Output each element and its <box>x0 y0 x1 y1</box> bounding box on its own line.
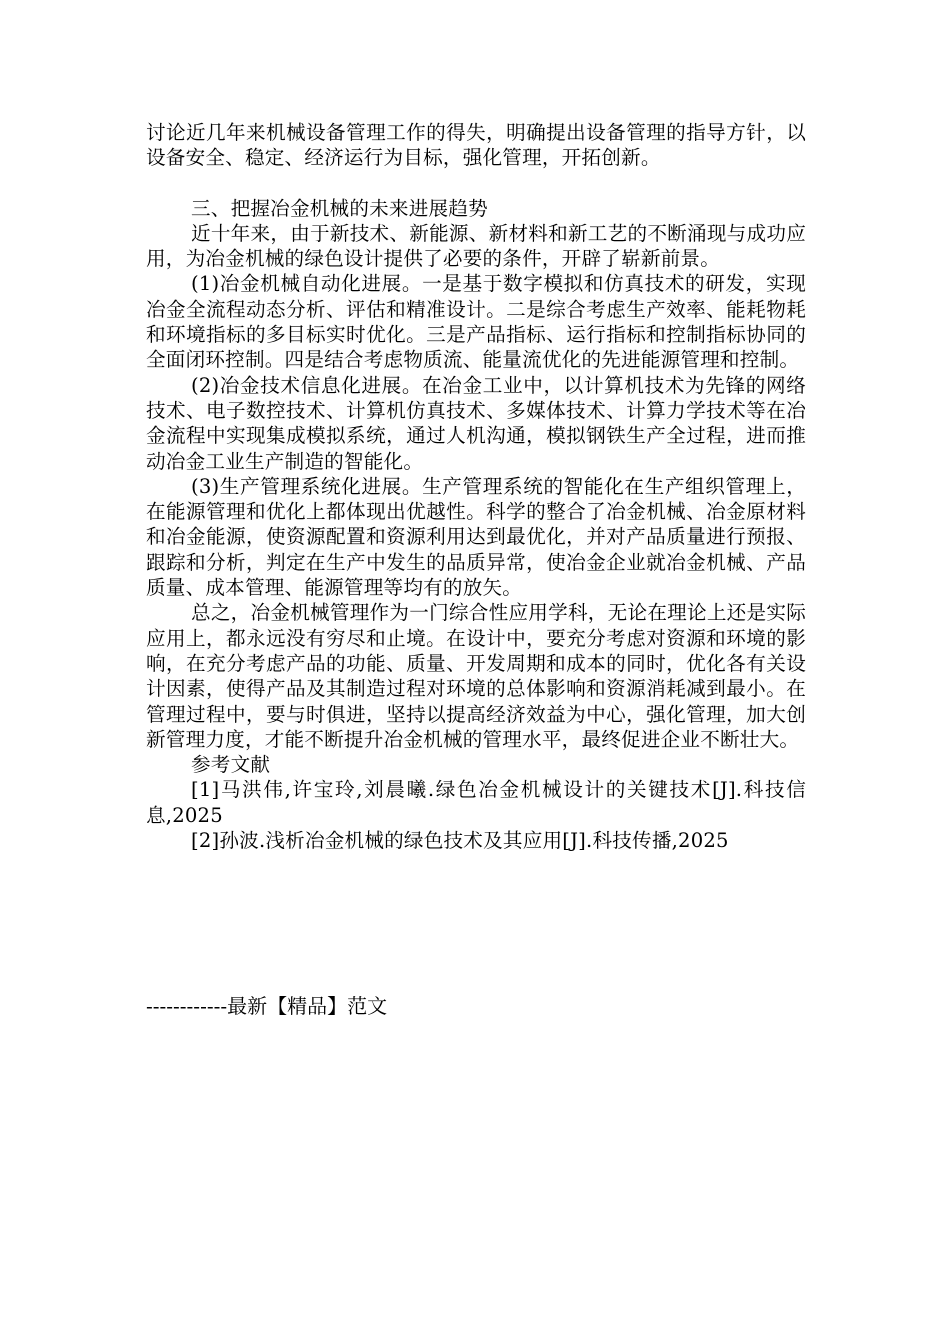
document-body <box>146 120 806 853</box>
intro-paragraph: 讨论近几年来机械设备管理工作的得失，明确提出设备管理的指导方针，以设备安全、稳定、经济运行为目标，强化管理，开拓创新。 <box>146 121 806 170</box>
paragraph-automation: (1)冶金机械自动化进展。一是基于数字模拟和仿真技术的研发，实现冶金全流程动态分析、评估和精准设计。二是综合考虑生产效率、能耗物耗和环境指标的多目标实时优化。三是产品指标、运行指标和控制指标协同的全面闭环控制。四是结合考虑物质流、能量流优化的先进能源管理和控制。 <box>146 272 806 372</box>
paragraph-informatization: (2)冶金技术信息化进展。在冶金工业中，以计算机技术为先锋的网络技术、电子数控技术、计算机仿真技术、多媒体技术、计算力学技术等在冶金流程中实现集成模拟系统，通过人机沟通，模拟钢铁生产全过程，进而推动冶金工业生产制造的智能化。 <box>146 373 806 473</box>
paragraph-conclusion: 总之，冶金机械管理作为一门综合性应用学科，无论在理论上还是实际应用上，都永远没有穷尽和止境。在设计中，要充分考虑对资源和环境的影响，在充分考虑产品的功能、质量、开发周期和成本的同时，优化各有关设计因素，使得产品及其制造过程对环境的总体影响和资源消耗减到最小。在管理过程中，要与时俱进，坚持以提高经济效益为中心，强化管理，加大创新管理力度，才能不断提升冶金机械的管理水平，最终促进企业不断壮大。 <box>146 601 806 751</box>
reference-item-1: [1]马洪伟,许宝玲,刘晨曦.绿色冶金机械设计的关键技术[J].科技信息,2025 <box>146 778 806 827</box>
footer-tagline: ------------最新【精品】范文 <box>146 994 388 1018</box>
paragraph-overview: 近十年来，由于新技术、新能源、新材料和新工艺的不断涌现与成功应用，为冶金机械的绿色设计提供了必要的条件，开辟了崭新前景。 <box>146 221 806 271</box>
paragraph-management-system: (3)生产管理系统化进展。生产管理系统的智能化在生产组织管理上，在能源管理和优化上都体现出优越性。科学的整合了冶金机械、冶金原材料和冶金能源，使资源配置和资源利用达到最优化，并对产品质量进行预报、跟踪和分析，判定在生产中发生的品质异常，使冶金企业就冶金机械、产品质量、成本管理、能源管理等均有的放矢。 <box>146 474 806 600</box>
references-heading: 参考文献 <box>191 753 271 777</box>
section-heading: 三、把握冶金机械的未来进展趋势 <box>191 196 488 220</box>
reference-item-2: [2]孙波.浅析冶金机械的绿色技术及其应用[J].科技传播,2025 <box>191 829 729 853</box>
